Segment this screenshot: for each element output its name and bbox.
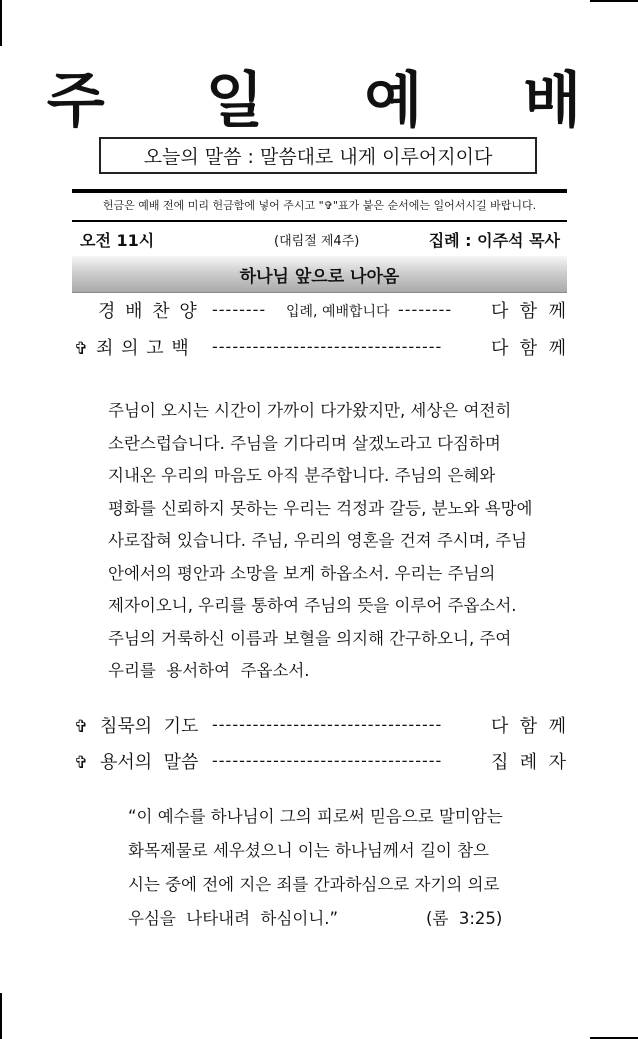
page-title: 주 일 예 배 — [46, 66, 622, 136]
confession-prayer — [108, 395, 548, 688]
order-item-confession — [74, 334, 566, 364]
order-item-silent-prayer — [74, 712, 566, 742]
prayer-line: 주님이 오시는 시간이 가까이 다가왔지만, 세상은 여전히 — [108, 401, 512, 420]
service-info — [80, 229, 560, 253]
verse-line: “이 예수를 하나님이 그의 피로써 믿음으로 말미암는 — [128, 807, 503, 826]
liturgical-season: (대림절 제4주) — [274, 234, 360, 249]
verse-line: 시는 중에 전에 지은 죄를 간과하심으로 자기의 의로 — [128, 875, 500, 894]
prayer-line: 평화를 신뢰하지 못하는 우리는 걱정과 갈등, 분노와 욕망에 — [108, 498, 533, 518]
order-item-participant: 다 함 께 — [490, 301, 566, 322]
section-header — [72, 256, 567, 293]
prayer-line: 사로잡혀 있습니다. 주님, 우리의 영혼을 건져 주시며, 주님 — [108, 531, 528, 550]
standing-cross-icon: ✞ — [74, 339, 89, 359]
top-rule — [72, 189, 567, 193]
prayer-line: 소란스럽습니다. 주님을 기다리며 살겠노라고 다짐하며 — [108, 433, 501, 453]
prayer-line: 우리를 용서하여 주옵소서. — [108, 661, 310, 680]
leader-dashes: ---------------------------------- — [212, 715, 443, 734]
standing-cross-icon: ✞ — [74, 753, 89, 773]
order-item-name: 경 배 찬 양 — [98, 301, 197, 322]
crop-mark-top-left — [0, 0, 2, 46]
sermon-theme: 오늘의 말씀 : 말씀대로 내게 이루어지이다 — [143, 146, 493, 168]
order-item-participant: 다 함 께 — [490, 716, 566, 737]
notice-rule — [72, 220, 567, 222]
leader-dashes: ---------------------------------- — [212, 337, 443, 356]
order-item-participant: 다 함 께 — [490, 338, 566, 359]
order-item-name: 용서의 말씀 — [100, 752, 199, 773]
celebrant: 집례 : 이주석 목사 — [428, 231, 560, 250]
leader-dashes: ---------------------------------- — [212, 751, 443, 770]
verse-reference: (롬 3:25) — [426, 909, 503, 928]
order-item-participant: 집 례 자 — [490, 752, 566, 773]
leader-dashes: -------- — [212, 300, 267, 319]
sermon-theme-box — [99, 137, 537, 174]
order-item-praise — [74, 297, 566, 327]
verse-line: 우심을 나타내려 하심이니.” — [128, 909, 339, 928]
verse-line: 화목제물로 세우셨으니 이는 하나님께서 길이 참으 — [128, 841, 489, 860]
crop-mark-top-right — [590, 0, 638, 2]
verse-line-last — [128, 902, 528, 936]
offering-notice: 헌금은 예배 전에 미리 헌금함에 넣어 주시고 "✞"표가 붙은 순서에는 일어서시길 바랍니다. — [102, 199, 537, 212]
standing-cross-icon: ✞ — [74, 717, 89, 737]
assurance-verse — [128, 800, 528, 936]
prayer-line: 제자이오니, 우리를 통하여 주님의 뜻을 이루어 주옵소서. — [108, 596, 517, 615]
crop-mark-bottom-left — [0, 993, 2, 1039]
prayer-line: 주님의 거룩하신 이름과 보혈을 의지해 간구하오니, 주여 — [108, 628, 512, 648]
order-item-note: 입례, 예배합니다 — [286, 304, 390, 320]
prayer-line: 지내온 우리의 마음도 아직 분주합니다. 주님의 은혜와 — [108, 466, 496, 485]
order-item-assurance — [74, 748, 566, 778]
service-time: 오전 11시 — [80, 231, 155, 250]
order-item-name: 죄 의 고 백 — [96, 338, 189, 359]
leader-dashes: -------- — [398, 300, 453, 319]
prayer-line: 안에서의 평안과 소망을 보게 하옵소서. 우리는 주님의 — [108, 563, 496, 583]
section-title: 하나님 앞으로 나아옴 — [239, 266, 400, 287]
order-item-name: 침묵의 기도 — [100, 716, 199, 737]
